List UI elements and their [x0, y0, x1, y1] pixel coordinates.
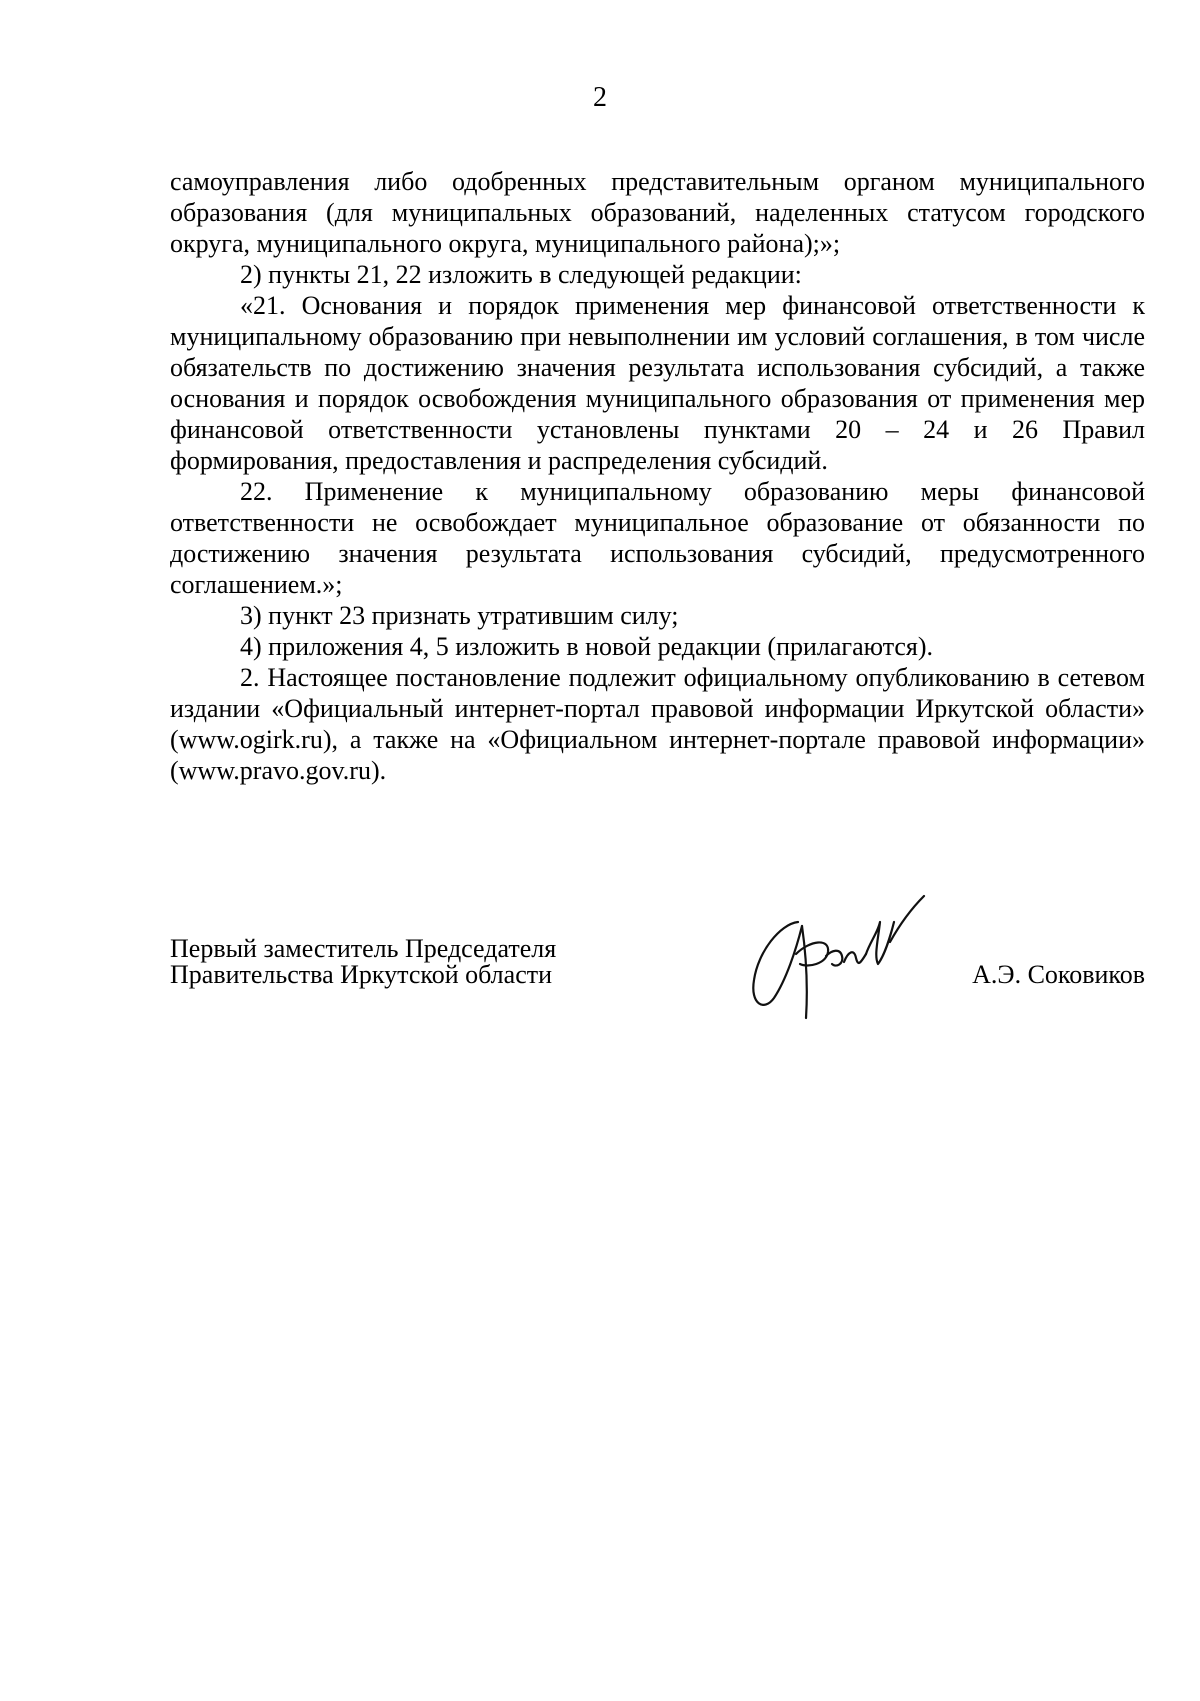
page-number: 2 — [593, 82, 607, 113]
signature-block — [170, 936, 1145, 1026]
signer-title — [170, 936, 610, 988]
signer-title-line-2: Правительства Иркутской области — [170, 960, 553, 989]
paragraph-5: 3) пункт 23 признать утратившим силу; — [240, 601, 679, 630]
handwritten-signature — [740, 894, 930, 1024]
document-body — [170, 166, 1145, 786]
paragraph-4: 22. Применение к муниципальному образованию меры финансовой ответственности не освобождает муниципальное образование от обязанности по достижению значения результата использования субсидий, предусмотренного соглашением.»; — [170, 477, 1145, 599]
signer-title-line-1: Первый заместитель Председателя — [170, 934, 557, 963]
paragraph-7: 2. Настоящее постановление подлежит официальному опубликованию в сетевом издании «Официальный интернет-портал правовой информации Иркутской области» (www.ogirk.ru), а также на «Официальном интернет-портале правовой информации» (www.pravo.gov.ru). — [170, 663, 1145, 785]
paragraph-1: самоуправления либо одобренных представительным органом муниципального образования (для муниципальных образований, наделенных статусом городского округа, муниципального округа, муниципального района);»; — [170, 167, 1145, 258]
signer-name: А.Э. Соковиков — [972, 960, 1145, 989]
paragraph-6: 4) приложения 4, 5 изложить в новой редакции (прилагаются). — [240, 632, 934, 661]
paragraph-2: 2) пункты 21, 22 изложить в следующей редакции: — [240, 260, 802, 289]
paragraph-3: «21. Основания и порядок применения мер финансовой ответственности к муниципальному образованию при невыполнении им условий соглашения, в том числе обязательств по достижению значения результата использования субсидий, а также основания и порядок освобождения муниципального образования от применения мер финансовой ответственности установлены пунктами 20 – 24 и 26 Правил формирования, предоставления и распределения субсидий. — [170, 291, 1145, 475]
